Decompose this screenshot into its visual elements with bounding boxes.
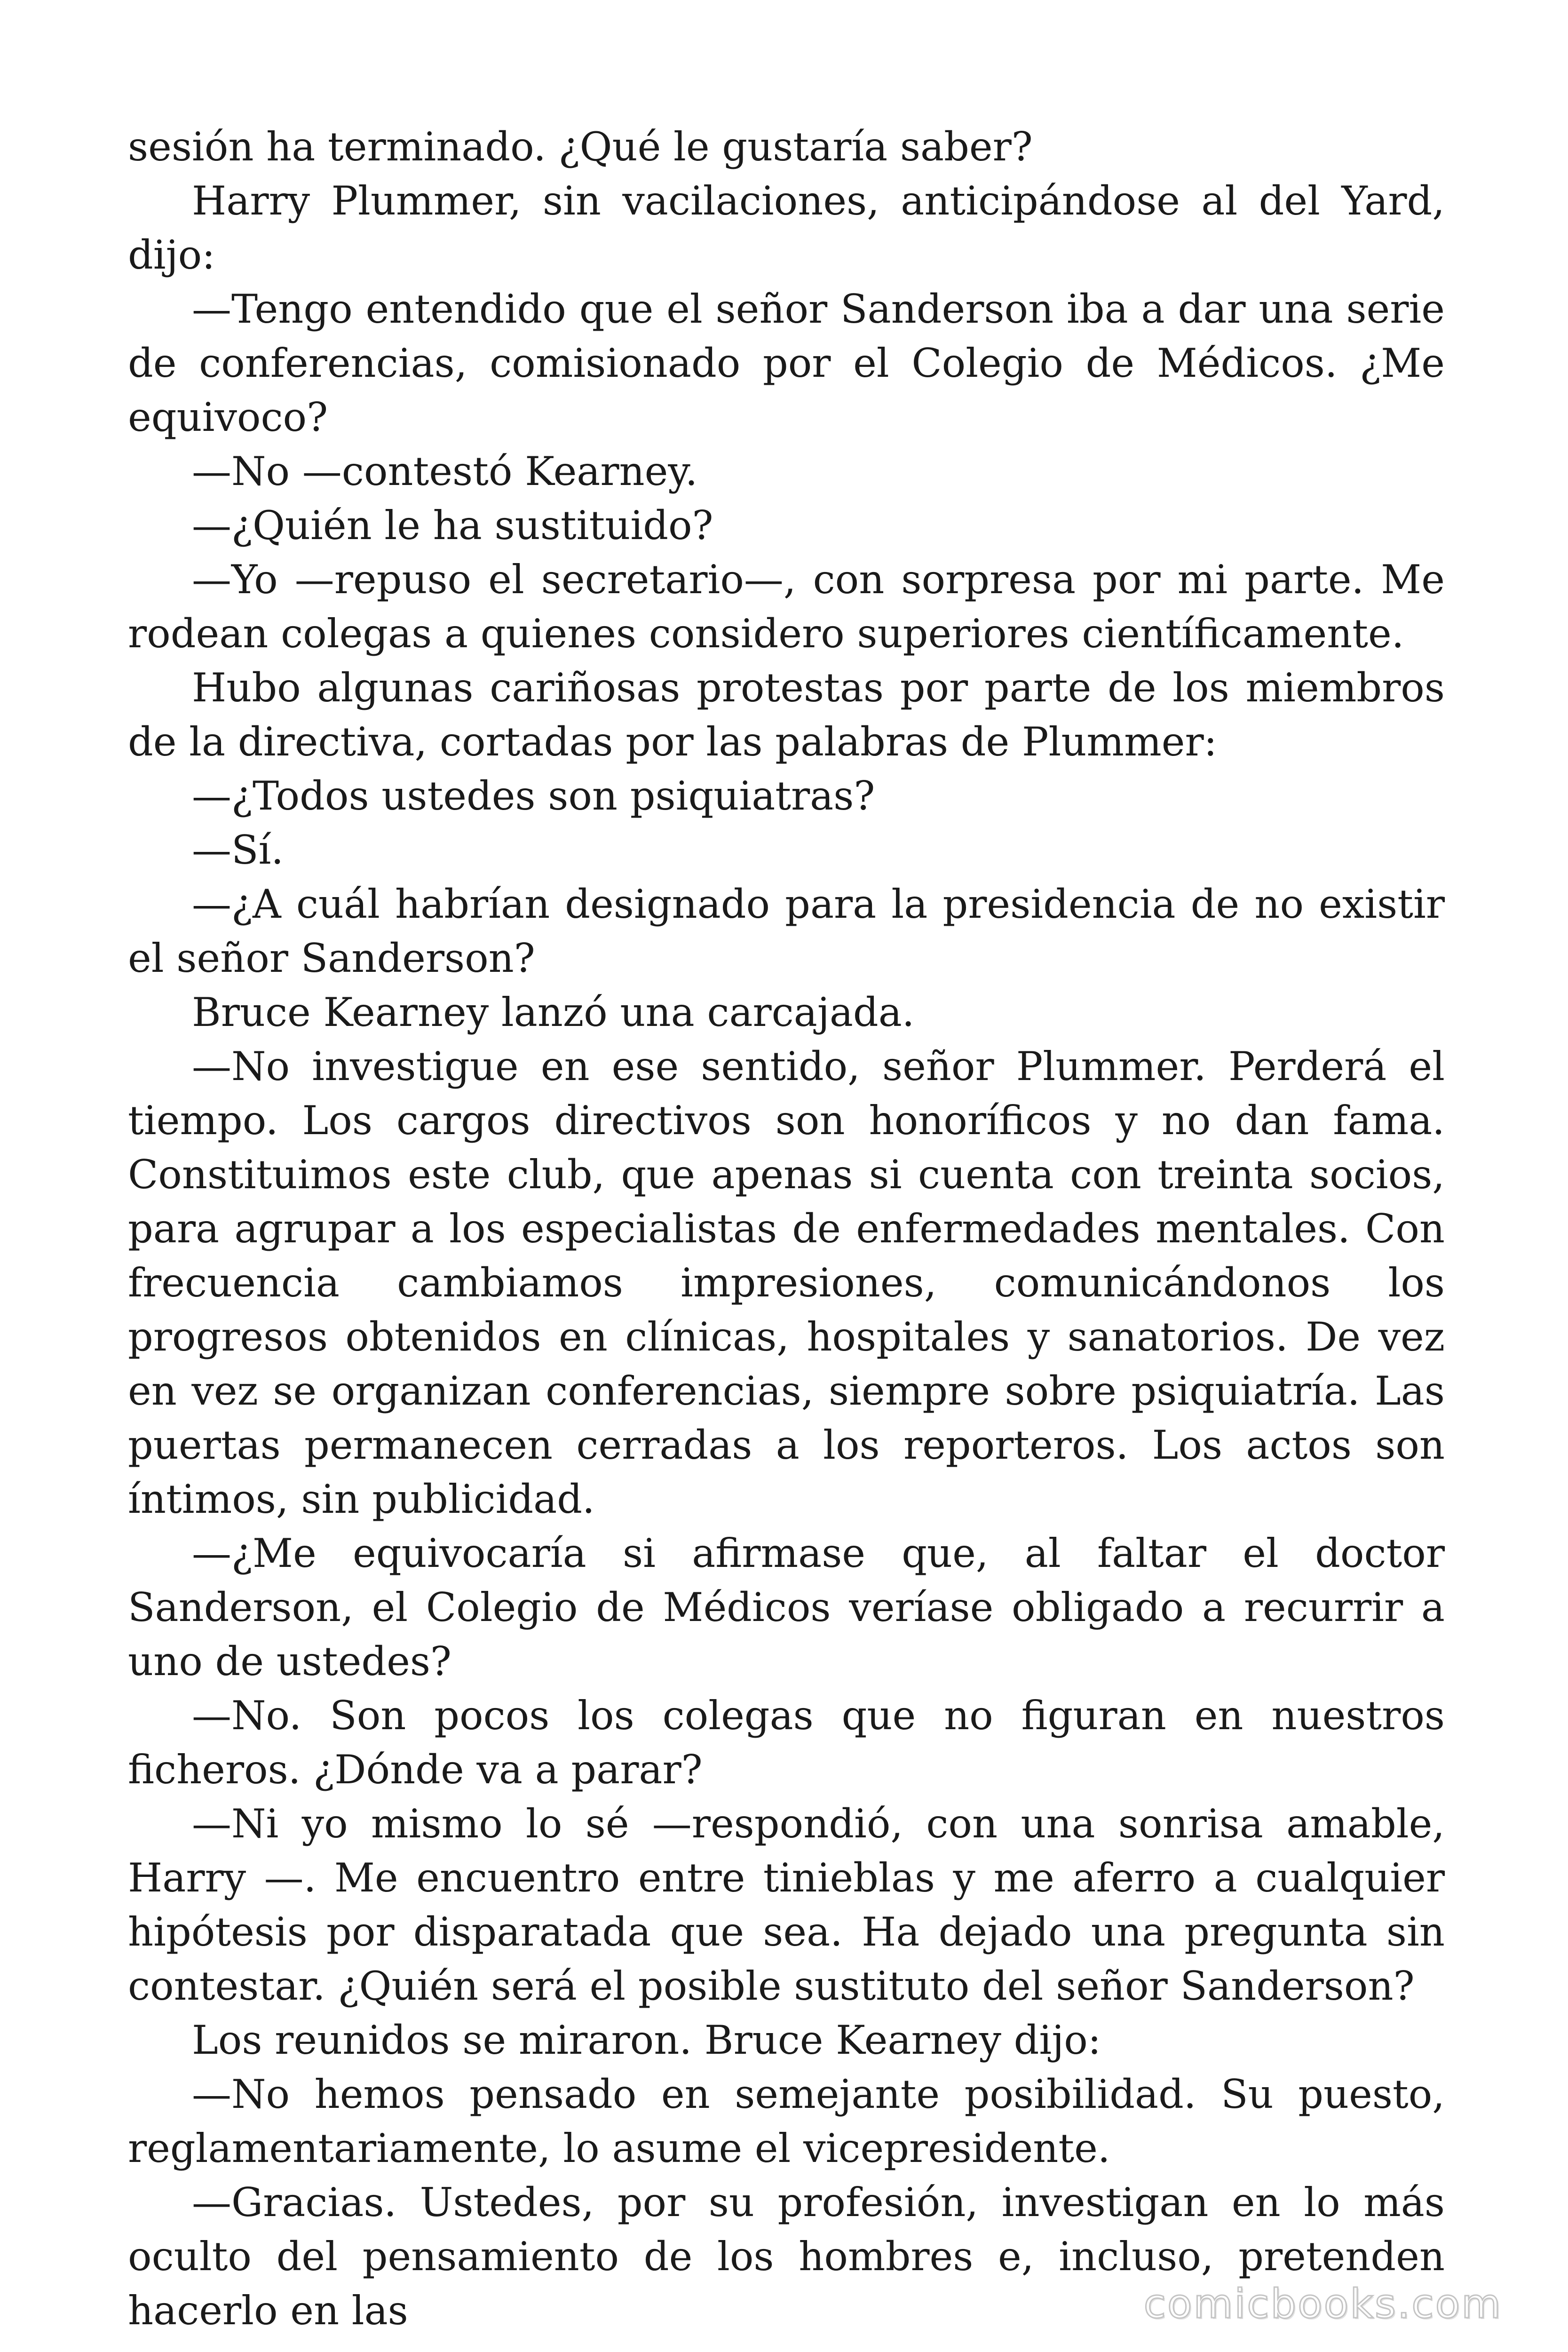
paragraph: —No hemos pensado en semejante posibilidad. Su puesto, reglamentariamente, lo asume el vicepresidente. [128,2071,1445,2171]
paragraph: —¿A cuál habrían designado para la presidencia de no existir el señor Sanderson? [128,881,1445,981]
paragraph: —Gracias. Ustedes, por su profesión, investigan en lo más oculto del pensamiento de los hombres e, incluso, pretenden hacerlo en las [128,2179,1445,2334]
paragraph: —¿Quién le ha sustituido? [192,502,713,548]
paragraph: —Ni yo mismo lo sé —respondió, con una sonrisa amable, Harry —. Me encuentro entre tinieblas y me aferro a cualquier hipótesis por disparatada que sea. Ha dejado una pregunta sin contestar. ¿Quién será el posible sustituto del señor Sanderson? [128,1801,1445,2009]
paragraph: —No —contestó Kearney. [192,448,698,494]
paragraph: Bruce Kearney lanzó una carcajada. [192,989,915,1035]
paragraph: —Yo —repuso el secretario—, con sorpresa por mi parte. Me rodean colegas a quienes considero superiores científicamente. [128,556,1445,657]
paragraph: Harry Plummer, sin vacilaciones, anticipándose al del Yard, dijo: [128,178,1445,278]
paragraph: —¿Todos ustedes son psiquiatras? [192,773,875,819]
page-text [128,120,1445,2338]
paragraph: —Sí. [192,827,284,873]
paragraph: sesión ha terminado. ¿Qué le gustaría saber? [128,124,1033,170]
paragraph: —No investigue en ese sentido, señor Plummer. Perderá el tiempo. Los cargos directivos son honoríficos y no dan fama. Constituimos este club, que apenas si cuenta con treinta socios, para agrupar a los especialistas de enfermedades mentales. Con frecuencia cambiamos impresiones, comunicándonos los progresos obtenidos en clínicas, hospitales y sanatorios. De vez en vez se organizan conferencias, siempre sobre psiquiatría. Las puertas permanecen cerradas a los reporteros. Los actos son íntimos, sin publicidad. [128,1043,1445,1522]
paragraph: —Tengo entendido que el señor Sanderson iba a dar una serie de conferencias, comisionado por el Colegio de Médicos. ¿Me equivoco? [128,286,1445,440]
paragraph: —¿Me equivocaría si afirmase que, al faltar el doctor Sanderson, el Colegio de Médicos veríase obligado a recurrir a uno de ustedes? [128,1530,1445,1685]
paragraph: Los reunidos se miraron. Bruce Kearney dijo: [192,2017,1101,2063]
watermark: comicbooks.com [1143,2280,1502,2328]
paragraph: —No. Son pocos los colegas que no figuran en nuestros ficheros. ¿Dónde va a parar? [128,1692,1445,1793]
paragraph: Hubo algunas cariñosas protestas por parte de los miembros de la directiva, cortadas por las palabras de Plummer: [128,665,1445,765]
